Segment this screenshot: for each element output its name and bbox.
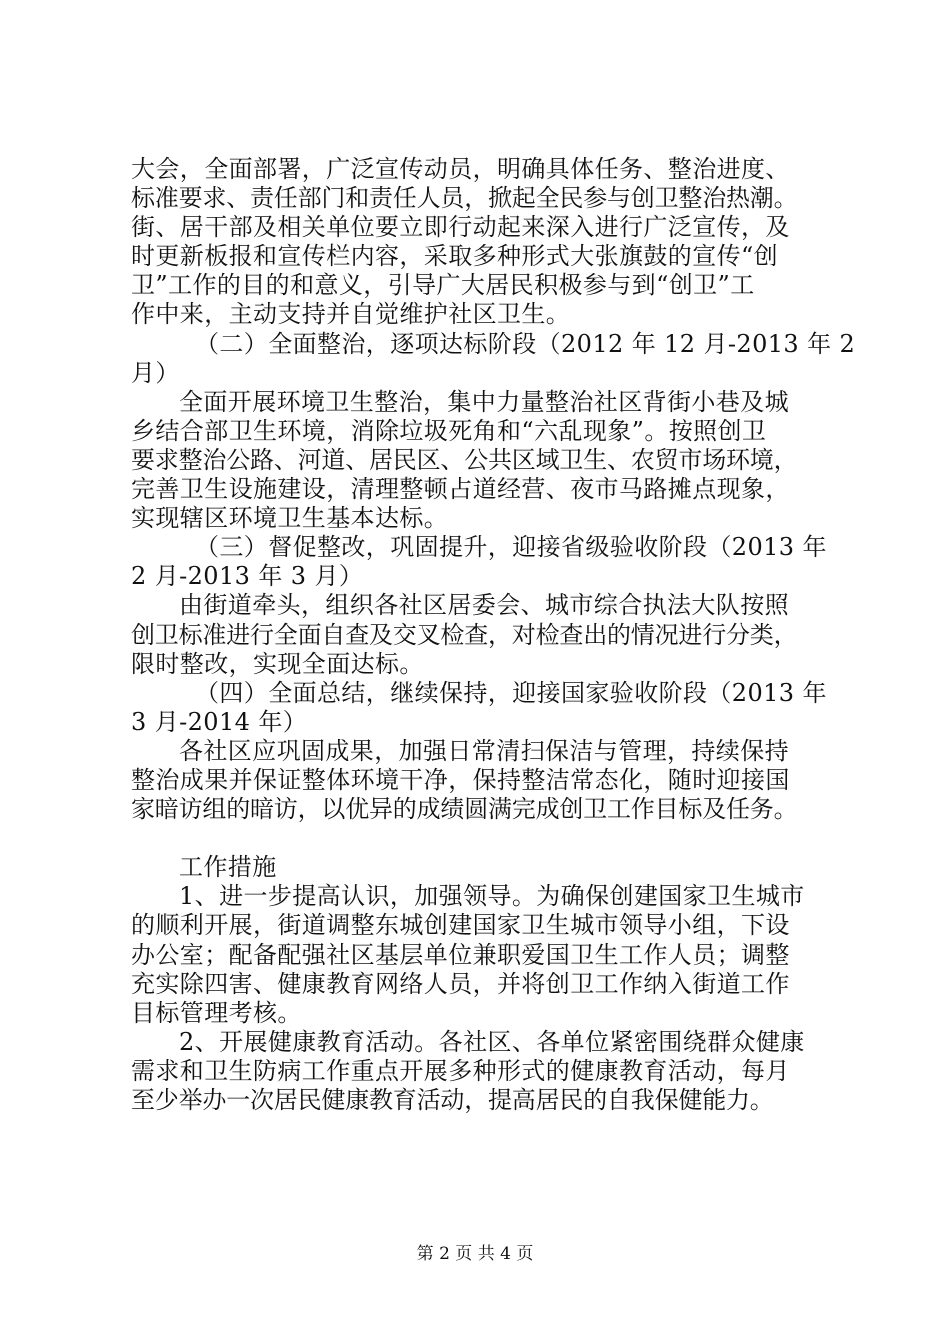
section-heading: （二）全面整治，逐项达标阶段（2012 年 12 月-2013 年 2 bbox=[195, 329, 856, 358]
section-heading-continued: 2 月-2013 年 3 月） bbox=[131, 562, 364, 591]
body-line: 乡结合部卫生环境，消除垃圾死角和“六乱现象”。按照创卫 bbox=[131, 416, 767, 445]
body-line: 2、开展健康教育活动。各社区、各单位紧密围绕群众健康 bbox=[179, 1027, 805, 1056]
section-heading: （三）督促整改，巩固提升，迎接省级验收阶段（2013 年 bbox=[195, 533, 827, 562]
body-line: 各社区应巩固成果，加强日常清扫保洁与管理，持续保持 bbox=[179, 736, 789, 765]
body-line: 的顺利开展，街道调整东城创建国家卫生城市领导小组，下设 bbox=[131, 911, 790, 940]
section-heading: （四）全面总结，继续保持，迎接国家验收阶段（2013 年 bbox=[195, 678, 827, 707]
body-line: 办公室；配备配强社区基层单位兼职爱国卫生工作人员；调整 bbox=[131, 940, 790, 969]
body-line: 卫”工作的目的和意义，引导广大居民积极参与到“创卫”工 bbox=[131, 271, 755, 300]
document-body bbox=[131, 155, 856, 1115]
section-heading-continued: 月） bbox=[131, 358, 180, 387]
body-line: 大会，全面部署，广泛宣传动员，明确具体任务、整治进度、 bbox=[131, 155, 790, 183]
body-line: 街、居干部及相关单位要立即行动起来深入进行广泛宣传，及 bbox=[131, 213, 790, 242]
page-footer: 第 2 页 共 4 页 bbox=[416, 1244, 534, 1264]
section-heading-continued: 3 月-2014 年） bbox=[131, 707, 308, 736]
section-title: 工作措施 bbox=[179, 853, 277, 882]
body-line: 整治成果并保证整体环境干净，保持整洁常态化，随时迎接国 bbox=[131, 765, 790, 794]
body-line: 创卫标准进行全面自查及交叉检查，对检查出的情况进行分类， bbox=[131, 620, 798, 649]
body-line: 完善卫生设施建设，清理整顿占道经营、夜市马路摊点现象， bbox=[131, 475, 790, 504]
body-line: 标准要求、责任部门和责任人员，掀起全民参与创卫整治热潮。 bbox=[131, 184, 798, 213]
body-line: 限时整改，实现全面达标。 bbox=[131, 649, 424, 678]
body-line: 实现辖区环境卫生基本达标。 bbox=[131, 504, 449, 533]
body-line: 由街道牵头，组织各社区居委会、城市综合执法大队按照 bbox=[179, 591, 789, 620]
body-line: 家暗访组的暗访，以优异的成绩圆满完成创卫工作目标及任务。 bbox=[131, 795, 798, 824]
body-line: 作中来，主动支持并自觉维护社区卫生。 bbox=[131, 300, 571, 329]
body-line: 时更新板报和宣传栏内容，采取多种形式大张旗鼓的宣传“创 bbox=[131, 242, 779, 271]
body-line: 至少举办一次居民健康教育活动，提高居民的自我保健能力。 bbox=[131, 1086, 774, 1114]
body-line: 全面开展环境卫生整治，集中力量整治社区背街小巷及城 bbox=[179, 387, 789, 416]
body-line: 目标管理考核。 bbox=[131, 998, 302, 1027]
blank-line bbox=[131, 824, 836, 853]
body-line: 需求和卫生防病工作重点开展多种形式的健康教育活动，每月 bbox=[131, 1056, 790, 1085]
body-line: 充实除四害、健康教育网络人员，并将创卫工作纳入街道工作 bbox=[131, 969, 790, 998]
body-line: 要求整治公路、河道、居民区、公共区域卫生、农贸市场环境， bbox=[131, 445, 798, 474]
body-line: 1、进一步提高认识，加强领导。为确保创建国家卫生城市 bbox=[179, 882, 805, 911]
